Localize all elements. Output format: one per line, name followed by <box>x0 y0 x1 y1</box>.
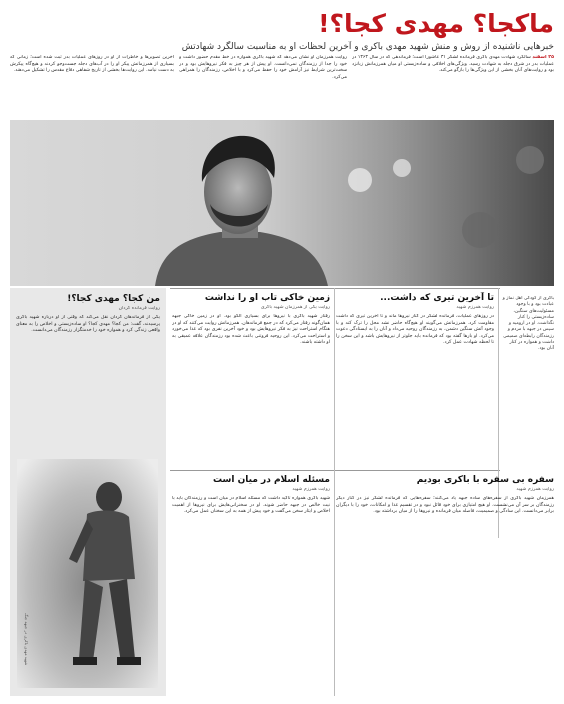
intro-column-2 <box>179 55 347 113</box>
section-title: من کجا؟ مهدی کجا؟! <box>67 294 160 304</box>
section-byline: روایت همرزم شهید <box>516 487 554 492</box>
section-text: همرزمان شهید باکری از سفره‌های ساده جبهه یاد می‌کنند؛ سفره‌هایی که فرمانده لشکر نیز در کنار دیگر رزمندگان بر سر آن می‌نشست. او هیچ امتیازی برای خود قائل نبود و در تقسیم غذا و امکانات، خود را با دیگران برابر می‌دانست. این سادگی و صمیمیت، فاصله میان فرمانده و نیروها را از میان برداشته بود. <box>336 496 554 515</box>
section-title: زمین خاکی تاب او را نداشت <box>204 293 330 303</box>
section-body <box>16 315 160 455</box>
section-byline: روایت فرمانده گردان <box>118 306 160 311</box>
intro-date: ۲۵ اسفند <box>532 55 554 60</box>
section-body <box>336 496 554 696</box>
portrait-photo-icon <box>10 120 554 286</box>
section-text: یکی از فرماندهان گردان نقل می‌کند که وقتی از او درباره شهید باکری پرسیدند، گفت: من کجا؟ مهدی کجا؟ او ساده‌زیستی و اخلاص را به معنای واقعی زندگی کرد و همواره خود را خدمتگزار رزمندگان می‌دانست. <box>16 315 160 334</box>
page-subtitle: خبرهایی ناشنیده از روش و منش شهید مهدی باکری و آخرین لحظات او به مناسبت سالگرد شهادتش <box>181 42 554 52</box>
hero-photo <box>10 120 554 286</box>
section-text: در روزهای عملیات، فرمانده لشکر در کنار نیروها ماند و تا آخرین تیری که داشت مقاومت کرد. همرزمانش می‌گویند او هیچ‌گاه حاضر نشد محل را ترک کند و با وجود آتش سنگین دشمن، به رزمندگان روحیه می‌داد و آنان را به ایستادگی دعوت می‌کرد. او بارها گفته بود که فرمانده باید جلوتر از نیروهایش باشد و این سخن را تا لحظه شهادت عمل کرد. <box>336 314 494 346</box>
sidebar-text: باکری از کودکی اهل نماز و عبادت بود و با وجود مسئولیت‌های سنگین، ساده‌زیستی را کنار نگذاشت. او در ارومیه و سپس در جبهه با مردم و رزمندگان رابطه‌ای صمیمی داشت و همواره در کنار آنان بود. <box>502 296 554 352</box>
column-divider <box>334 288 335 696</box>
section-text: شهید باکری همواره تأکید داشت که مسئله اسلام در میان است و رزمندگان باید با نیت خالص در جبهه حاضر شوند. او در سخنرانی‌هایش برای نیروها از اهمیت اخلاص و ایثار سخن می‌گفت و خود پیش از همه به این سخنان عمل می‌کرد. <box>172 496 330 515</box>
intro-col3-text: آخرین تصویرها و خاطرات از او در روزهای عملیات بدر ثبت شده است؛ زمانی که بسیاری از همرزمانش پیکر او را در آب‌های دجله جست‌وجو کردند و هیچ‌گاه پیکرش به دست نیامد. این روایت‌ها بخشی از تاریخ شفاهی دفاع مقدس را تشکیل می‌دهند. <box>10 55 174 74</box>
section-title: تا آخرین تیری که داشت... <box>380 293 494 303</box>
secondary-photo <box>17 459 158 688</box>
photo-caption: شهید مهدی باکری در جبهه جنگ <box>24 612 29 665</box>
section-byline: روایت همرزم شهید <box>292 487 330 492</box>
divider <box>170 470 500 471</box>
section-body <box>336 314 494 464</box>
section-byline: روایت یکی از همرزمان شهید باکری <box>260 305 330 310</box>
section-body <box>172 314 330 464</box>
page-title: ماکجا؟ مهدی کجا؟! <box>318 9 554 38</box>
section-title: مسئله اسلام در میان است <box>212 475 330 485</box>
intro-column-3 <box>10 55 174 113</box>
section-body <box>172 496 330 696</box>
intro-col2-text: روایت همرزمان او نشان می‌دهد که شهید باکری همواره در خط مقدم حضور داشت و خود را جدا از رزمندگان نمی‌دانست. او پیش از هر چیز به فکر نیروهایش بود و در سخت‌ترین شرایط نیز آرامش خود را حفظ می‌کرد و با اخلاص، رزمندگان را همراهی می‌کرد. <box>179 55 347 80</box>
intro-text: سالگرد شهادت مهدی باکری فرمانده لشکر ۳۱ عاشورا است؛ فرماندهی که در سال ۱۳۶۳ در عملیات بدر در شرق دجله به شهادت رسید. ویژگی‌های اخلاقی و ساده‌زیستی او میان همرزمانش زبانزد بود و روایت‌های آنان بخشی از این ویژگی‌ها را بازگو می‌کند. <box>352 55 554 74</box>
soldier-photo-icon <box>17 459 158 688</box>
intro-column <box>352 55 554 113</box>
section-byline: روایت همرزم شهید <box>456 305 494 310</box>
divider <box>170 288 500 289</box>
section-text: رفتار شهید باکری با نیروها برای بسیاری الگو بود. او در زمین خاکی جبهه همان‌گونه رفتار می‌کرد که در جمع فرماندهان. همرزمانش روایت می‌کنند که او در هنگام استراحت نیز به فکر نیروهایش بود و خود آخرین نفری بود که غذا می‌خورد و استراحت می‌کرد. این روحیه فروتنی باعث شده بود رزمندگان علاقه عمیقی به او داشته باشند. <box>172 314 330 346</box>
section-title: سفره بی سفره با باکری بودیم <box>416 475 554 485</box>
